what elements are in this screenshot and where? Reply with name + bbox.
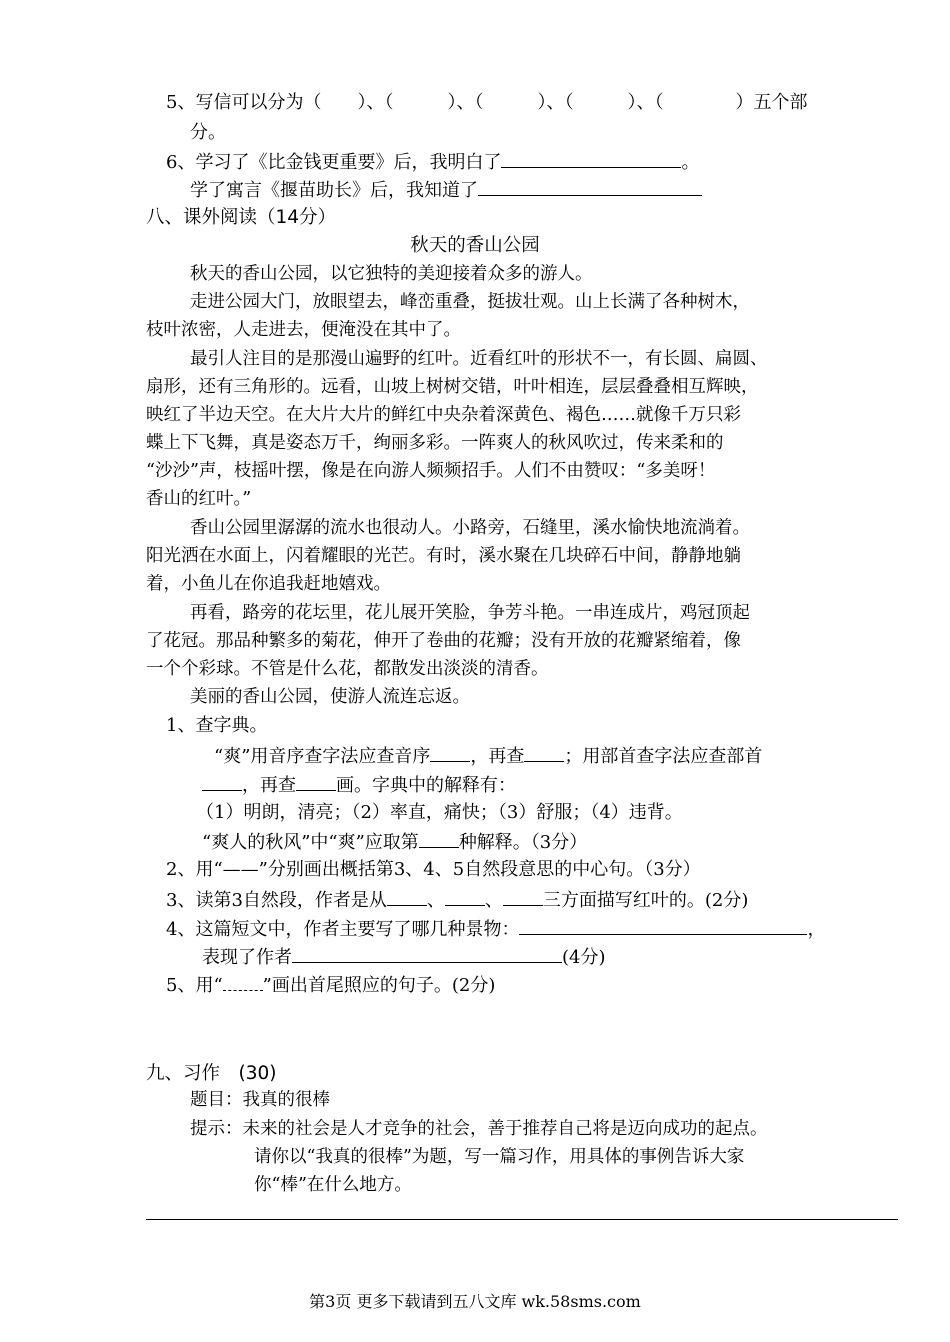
q1-line1-c: ；用部首查字法应查部首 [564,746,763,767]
answer-blank[interactable] [519,916,807,935]
q3-b: 三方面描写红叶的。(2分) [542,890,749,911]
q5 [166,972,495,998]
q3-sep: 、 [426,890,445,911]
q5-b: ”画出首尾照应的句子。(2分) [262,975,496,996]
passage-line: 香山的红叶。” [146,489,252,509]
q4-comma: ， [807,919,826,940]
q5-letter-parts-line2: 分。 [190,122,226,143]
q1-line1-a: “爽”用音序查字法应查音序 [214,746,431,767]
q6-line1-text: 6、学习了《比金钱更重要》后，我明白了 [166,152,502,173]
q1-label: 1、查字典。 [166,715,268,736]
q1-line4-b: 种解释。（3分） [458,832,588,853]
passage-line: 了花冠。那品种繁多的菊花，伸开了卷曲的花瓣；没有开放的花瓣紧缩着，像 [146,631,741,651]
answer-blank[interactable] [387,887,427,906]
q5-letter-parts-line1: 5、写信可以分为（ ）、（ ）、（ ）、（ ）、（ ）五个部 [166,92,808,113]
q1-line1 [214,743,762,769]
passage-line: 阳光洒在水面上，闪着耀眼的光芒。有时，溪水聚在几块碎石中间，静静地躺 [146,546,741,566]
q4-b: 表现了作者 [202,947,292,968]
section8-heading: 八、课外阅读（14分） [146,207,337,228]
essay-hint-line: 你“棒”在什么地方。 [254,1175,412,1195]
passage-line: 蝶上下飞舞，真是姿态万千，绚丽多彩。一阵爽人的秋风吹过，传来柔和的 [146,433,724,453]
q1-line1-b: ，再查 [470,746,525,767]
answer-blank[interactable] [501,149,681,168]
passage-line: 最引人注目的是那漫山遍野的红叶。近看红叶的形状不一，有长圆、扁圆、 [190,349,768,369]
page-footer: 第3页 更多下载请到五八文库 wk.58sms.com [309,1292,641,1311]
passage-line: 再看，路旁的花坛里，花儿展开笑脸，争芳斗艳。一串连成片，鸡冠顶起 [190,603,750,623]
passage-line: 映红了半边天空。在大片大片的鲜红中央杂着深黄色、褐色……就像千万只彩 [146,405,741,425]
passage-line: 美丽的香山公园，使游人流连忘返。 [190,687,470,707]
answer-blank[interactable] [430,743,470,762]
passage-line: 秋天的香山公园，以它独特的美迎接着众多的游人。 [190,264,593,284]
q1-line4 [202,829,587,855]
q3-sep: 、 [484,890,503,911]
answer-blank[interactable] [478,177,702,196]
essay-hint-line: 请你以“我真的很棒”为题，写一篇习作，用具体的事例告诉大家 [254,1147,745,1167]
writing-line[interactable] [146,1219,898,1220]
answer-blank[interactable] [524,743,564,762]
wavy-line-sample [223,972,263,991]
answer-blank[interactable] [445,887,485,906]
q1-line4-a: “爽人的秋风”中“爽”应取第 [202,832,419,853]
q3-a: 3、读第3自然段，作者是从 [166,890,387,911]
passage-line: 香山公园里潺潺的流水也很动人。小路旁，石缝里，溪水愉快地流淌着。 [190,518,750,538]
q4-a: 4、这篇短文中，作者主要写了哪几种景物： [166,919,520,940]
answer-blank[interactable] [296,772,336,791]
q1-line2-b: ，再查 [242,775,296,796]
q1-definitions: （1）明朗，清亮；（2）率直，痛快；（3）舒服；（4）违背。 [196,802,683,823]
q2: 2、用“——”分别画出概括第3、4、5自然段意思的中心句。（3分） [166,859,701,880]
section9-heading: 九、习作 (30) [146,1063,277,1084]
passage-line: 扇形，还有三角形的。远看，山坡上树树交错，叶叶相连，层层叠叠相互辉映， [146,377,759,397]
q6-line1 [166,149,699,175]
q4-c: (4分) [562,947,606,968]
answer-blank[interactable] [419,829,459,848]
passage-line: 枝叶浓密，人走进去，便淹没在其中了。 [146,320,461,340]
q5-a: 5、用“ [166,975,223,996]
q3 [166,887,748,913]
essay-hint-line: 提示：未来的社会是人才竞争的社会，善于推荐自己将是迈向成功的起点。 [190,1119,768,1139]
answer-blank[interactable] [202,772,242,791]
passage-title: 秋天的香山公园 [410,235,540,256]
answer-blank[interactable] [503,887,543,906]
q6-line2-text: 学了寓言《揠苗助长》后，我知道了 [190,180,478,201]
q6-line2 [190,177,702,203]
passage-line: 走进公园大门，放眼望去，峰峦重叠，挺拔壮观。山上长满了各种树木， [190,292,750,312]
q4-line2 [202,944,606,970]
essay-topic: 题目：我真的很棒 [190,1090,330,1110]
q1-line2 [202,772,516,798]
q1-line2-c: 画。字典中的解释有： [336,775,516,796]
q6-line1-end: 。 [681,152,700,173]
passage-line: “沙沙”声，枝摇叶摆，像是在向游人频频招手。人们不由赞叹：“多美呀！ [146,461,716,481]
passage-line: 一个个彩球。不管是什么花，都散发出淡淡的清香。 [146,659,549,679]
passage-line: 着，小鱼儿在你追我赶地嬉戏。 [146,574,391,594]
q4-line1 [166,916,825,942]
answer-blank[interactable] [292,944,562,963]
